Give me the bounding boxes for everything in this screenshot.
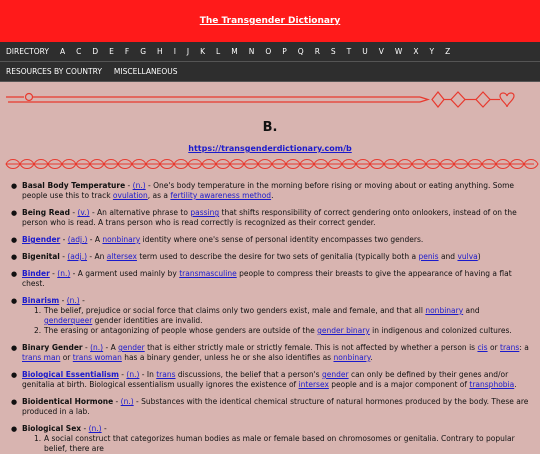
entry-crossref-link[interactable]: gender <box>321 370 349 379</box>
entry-description: and <box>463 306 480 315</box>
nav-row-sections <box>0 62 540 82</box>
glossary-entry: ● Biological Sex - (n.) - 1. A social construct that categorizes human bodies as male or female based on chromosomes or genitalia. Contrary to popular belief, there are <box>8 424 530 454</box>
nav-item-e[interactable]: E <box>109 47 114 56</box>
nav-item-resources-by-country[interactable]: RESOURCES BY COUNTRY <box>6 67 102 76</box>
entry-description: gender identities are invalid. <box>92 316 203 325</box>
entry-crossref-link[interactable]: penis <box>418 252 439 261</box>
entry-description: . <box>271 191 274 200</box>
entry-description: that is either strictly male or strictly female. This is not affected by whether a person is <box>144 343 478 352</box>
nav-item-a[interactable]: A <box>59 47 66 56</box>
entry-term[interactable]: Binder <box>22 269 50 278</box>
entry-crossref-link[interactable]: fertility awareness method <box>170 191 272 200</box>
entry-description: - A <box>87 235 103 244</box>
nav-item-w[interactable]: W <box>394 47 403 56</box>
entry-description: people and is a major component of <box>328 380 470 389</box>
entry-description: The belief, prejudice or social force that claims only two genders exist, male and female, and that all <box>44 306 426 315</box>
nav-menu <box>0 42 540 82</box>
nav-item-o[interactable]: O <box>265 47 272 56</box>
nav-row-letters <box>0 42 540 62</box>
entry-term[interactable]: Biological Essentialism <box>22 370 119 379</box>
nav-item-f[interactable]: F <box>124 47 130 56</box>
entry-crossref-link[interactable]: ovulation <box>112 191 148 200</box>
sense-list <box>22 434 530 454</box>
entry-term: Binary Gender <box>22 343 83 352</box>
entry-term[interactable]: Bigender <box>22 235 61 244</box>
entry-crossref-link[interactable]: passing <box>190 208 220 217</box>
bullet-icon: ● <box>11 425 18 433</box>
sense-item <box>36 306 530 326</box>
entry-crossref-link[interactable]: transmasculine <box>179 269 237 278</box>
nav-item-p[interactable]: P <box>282 47 287 56</box>
sense-list <box>22 306 530 336</box>
entry-crossref-link[interactable]: trans man <box>22 353 61 362</box>
entry-term: Bigenital <box>22 252 60 261</box>
nav-item-n[interactable]: N <box>248 47 255 56</box>
entry-description: ) <box>477 252 481 261</box>
nav-item-m[interactable]: M <box>231 47 238 56</box>
sense-number: 1. <box>34 434 42 443</box>
nav-item-d[interactable]: D <box>92 47 99 56</box>
entry-description: - An alternative phrase to <box>89 208 191 217</box>
entry-description: : a <box>519 343 529 352</box>
entry-description: . <box>514 380 517 389</box>
entry-description: , as a <box>147 191 171 200</box>
entry-crossref-link[interactable]: trans <box>156 370 176 379</box>
part-of-speech-link[interactable]: (n.) <box>57 269 71 278</box>
bullet-icon: ● <box>11 236 18 244</box>
entry-crossref-link[interactable]: cis <box>477 343 488 352</box>
entry-description: - A garment used mainly by <box>70 269 180 278</box>
entry-description: or <box>487 343 501 352</box>
entry-description: identity where one's sense of personal identity encompasses two genders. <box>140 235 424 244</box>
glossary-entry: ● Binder - (n.) - A garment used mainly by transmasculine people to compress their breasts to give the appearance of having a flat chest. <box>11 269 512 288</box>
entry-description: discussions, the belief that a person's <box>175 370 322 379</box>
sense-number: 1. <box>34 306 42 315</box>
nav-item-s[interactable]: S <box>330 47 336 56</box>
ornament-divider-top <box>0 90 540 110</box>
entry-description: - <box>79 296 85 305</box>
part-of-speech-link[interactable]: (adj.) <box>67 235 88 244</box>
nav-item-q[interactable]: Q <box>297 47 304 56</box>
nav-item-r[interactable]: R <box>314 47 320 56</box>
bullet-icon: ● <box>11 270 18 278</box>
glossary-entry: ● Being Read - (v.) - An alternative phrase to passing that shifts responsibility of correct gendering onto onlookers, instead of on the person who is read. A trans person who is read correctly is recognized as their correct gender. <box>11 208 517 227</box>
entry-term: Biological Sex <box>22 424 82 433</box>
glossary-entry: ● Binarism - (n.) - 1. The belief, prejudice or social force that claims only two genders exist, male and female, and that all nonbinary and genderqueer gender identities are invalid. 2. The erasing or antagonizing of people whose genders are outside of the gender binary in indigenous and colonized cultures. <box>8 296 530 336</box>
nav-item-c[interactable]: C <box>76 47 82 56</box>
nav-item-t[interactable]: T <box>346 47 352 56</box>
glossary-entry: ● Basal Body Temperature - (n.) - One's body temperature in the morning before rising or moving about or eating anything. Some people use this to track ovulation, as a fertility awareness method. <box>11 181 514 200</box>
entry-crossref-link[interactable]: trans <box>500 343 520 352</box>
entry-term: Basal Body Temperature <box>22 181 126 190</box>
nav-item-miscellaneous[interactable]: MISCELLANEOUS <box>113 67 178 76</box>
part-of-speech-link[interactable]: (n.) <box>66 296 80 305</box>
entry-description: in indigenous and colonized cultures. <box>369 326 512 335</box>
bullet-icon: ● <box>11 371 18 379</box>
part-of-speech-link[interactable]: (n.) <box>126 370 140 379</box>
bullet-icon: ● <box>11 344 18 352</box>
entry-crossref-link[interactable]: altersex <box>106 252 137 261</box>
part-of-speech-link[interactable]: (n.) <box>88 424 102 433</box>
entry-description: - <box>101 424 107 433</box>
sense-item <box>36 326 530 336</box>
entry-crossref-link[interactable]: intersex <box>298 380 329 389</box>
entry-crossref-link[interactable]: genderqueer <box>44 316 93 325</box>
nav-item-l[interactable]: L <box>216 47 221 56</box>
ornament-divider-chain <box>0 157 540 171</box>
nav-item-z[interactable]: Z <box>445 47 451 56</box>
entry-description: - One's body temperature in the morning before rising or moving about or eating anything. Some people use this to track <box>22 181 514 200</box>
sense-item <box>36 434 530 454</box>
entry-crossref-link[interactable]: nonbinary <box>425 306 464 315</box>
entry-description: - In <box>139 370 157 379</box>
entry-crossref-link[interactable]: nonbinary <box>102 235 141 244</box>
nav-item-g[interactable]: G <box>140 47 147 56</box>
entry-crossref-link[interactable]: gender binary <box>317 326 370 335</box>
nav-item-directory[interactable]: DIRECTORY <box>6 47 49 56</box>
entry-description: has a binary gender, unless he or she also identifies as <box>121 353 334 362</box>
entry-term[interactable]: Binarism <box>22 296 60 305</box>
nav-item-x[interactable]: X <box>413 47 419 56</box>
sense-number: 2. <box>34 326 42 335</box>
entry-description: . <box>370 353 373 362</box>
part-of-speech-link[interactable]: (adj.) <box>67 252 88 261</box>
bullet-icon: ● <box>11 398 18 406</box>
bullet-icon: ● <box>11 297 18 305</box>
entry-description: - An <box>87 252 107 261</box>
glossary-entry: ● Bigender - (adj.) - A nonbinary identity where one's sense of personal identity encompasses two genders. <box>11 235 424 244</box>
part-of-speech-link[interactable]: (n.) <box>120 397 134 406</box>
nav-item-u[interactable]: U <box>362 47 368 56</box>
page-letter-heading: B. <box>262 120 278 135</box>
glossary-entry: ● Biological Essentialism - (n.) - In trans discussions, the belief that a person's gender can only be defined by their genes and/or genitalia at birth. Biological essentialism usually ignores the existence of intersex people and is a major component of transphobia. <box>11 370 517 389</box>
entry-term: Bioidentical Hormone <box>22 397 114 406</box>
entry-description: people to compress their breasts to give the appearance of having a flat chest. <box>22 269 512 288</box>
nav-item-j[interactable]: J <box>186 47 190 56</box>
nav-item-y[interactable]: Y <box>429 47 435 56</box>
entry-description: - A <box>103 343 119 352</box>
entry-crossref-link[interactable]: nonbinary <box>333 353 371 362</box>
page-url <box>0 144 540 153</box>
entry-crossref-link[interactable]: trans woman <box>72 353 122 362</box>
entry-description: - Substances with the identical chemical structure of natural hormones produced by the body. These are produced in a lab. <box>22 397 529 416</box>
glossary-entry: ● Bioidentical Hormone - (n.) - Substances with the identical chemical structure of natural hormones produced by the body. These are produced in a lab. <box>11 397 529 416</box>
entry-description: term used to describe the desire for two sets of genitalia (typically both a <box>136 252 419 261</box>
glossary-entry: ● Binary Gender - (n.) - A gender that is either strictly male or strictly female. This is not affected by whether a person is cis or trans: a trans man or trans woman has a binary gender, unless he or she also identifies as nonbinary. <box>11 343 529 362</box>
entry-term: Being Read <box>22 208 70 217</box>
glossary-entry: ● Bigenital - (adj.) - An altersex term used to describe the desire for two sets of genitalia (typically both a penis and vulva) <box>11 252 481 261</box>
bullet-icon: ● <box>11 209 18 217</box>
entry-description: A social construct that categorizes human bodies as male or female based on chromosomes or genitalia. Contrary to popular belief, there are <box>44 434 515 453</box>
entry-description: The erasing or antagonizing of people whose genders are outside of the <box>44 326 318 335</box>
site-title-link[interactable]: The Transgender Dictionary <box>199 16 341 26</box>
nav-item-h[interactable]: H <box>157 47 163 56</box>
bullet-icon: ● <box>11 253 18 261</box>
entry-description: can only be defined by their genes and/or genitalia at birth. Biological essentialism usually ignores the existence of <box>22 370 509 389</box>
part-of-speech-link[interactable]: (v.) <box>77 208 90 217</box>
glossary-list <box>0 171 540 454</box>
entry-crossref-link[interactable]: transphobia <box>469 380 515 389</box>
entry-description: that shifts responsibility of correct gendering onto onlookers, instead of on the person who is read. A trans person who is read correctly is recognized as their correct gender. <box>22 208 517 227</box>
entry-description: or <box>60 353 73 362</box>
header-bar <box>0 0 540 42</box>
entry-crossref-link[interactable]: vulva <box>457 252 478 261</box>
entry-description: and <box>438 252 458 261</box>
nav-item-v[interactable]: V <box>378 47 384 56</box>
part-of-speech-link[interactable]: (n.) <box>132 181 146 190</box>
entry-crossref-link[interactable]: gender <box>118 343 145 352</box>
nav-item-k[interactable]: K <box>200 47 206 56</box>
page-url-link[interactable]: https://transgenderdictionary.com/b <box>188 144 352 153</box>
bullet-icon: ● <box>11 182 18 190</box>
nav-item-i[interactable]: I <box>173 47 176 56</box>
part-of-speech-link[interactable]: (n.) <box>90 343 104 352</box>
